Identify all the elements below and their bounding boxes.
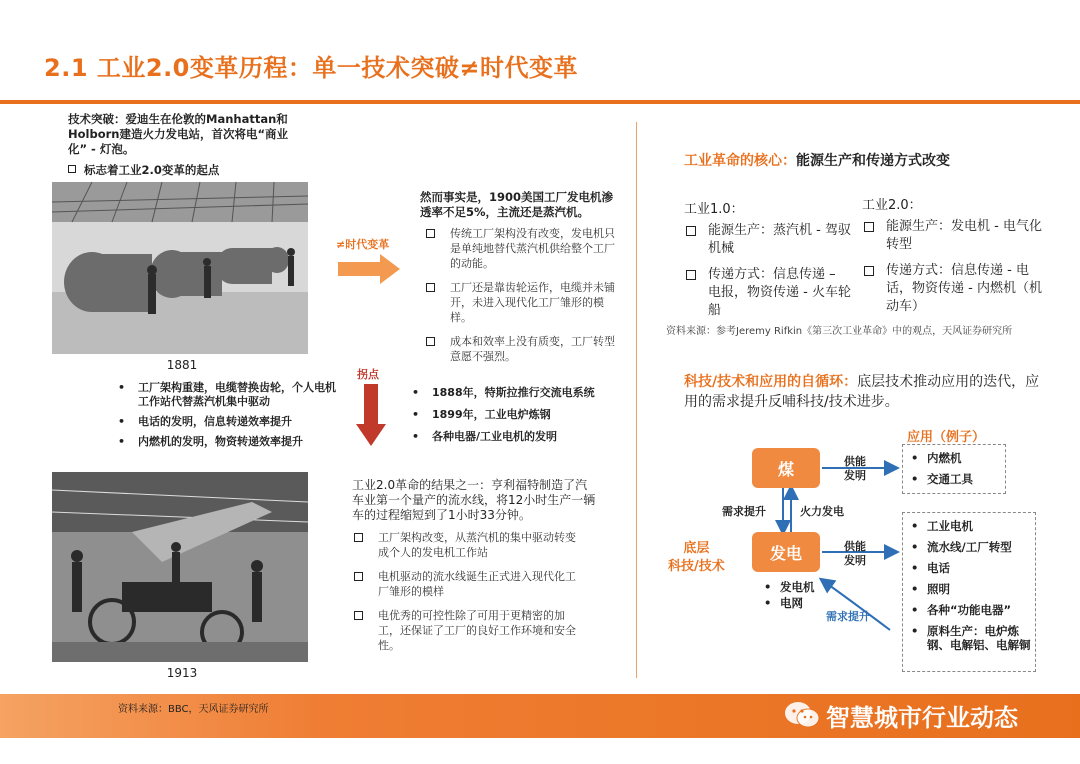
application-list-2	[907, 519, 1031, 652]
demand-label-1: 需求提升	[722, 505, 766, 518]
result-list	[350, 530, 582, 662]
right-arrow-icon	[338, 252, 402, 286]
list-item: • 交通工具	[907, 472, 1001, 486]
list-item: • 原料生产：电炉炼钢、电解铝、电解铜	[907, 624, 1031, 652]
list-item: • 内燃机	[907, 451, 1001, 465]
list-item: 成本和效率上没有质变，工厂转型意愿不强烈。	[422, 334, 618, 364]
col2-title: 工业2.0：	[862, 198, 922, 213]
coal-node: 煤	[752, 448, 820, 488]
list-item: • 各种电器/工业电机的发明	[408, 430, 632, 444]
core-title-rest: 能源生产和传递方式改变	[796, 153, 950, 169]
list-item: 传统工厂架构没有改变，发电机只是单纯地替代蒸汽机供给整个工厂的动能。	[422, 226, 618, 271]
photo-1881	[52, 182, 308, 354]
application-box-1	[902, 444, 1006, 494]
fact-title: 然而事实是，1900美国工厂发电机渗透率不足5%，主流还是蒸汽机。	[420, 190, 614, 219]
application-label: 应用（例子）	[907, 430, 986, 445]
list-item: 电机驱动的流水线诞生正式进入现代化工厂雏形的模样	[350, 569, 582, 599]
watermark-text: 智慧城市行业动态	[826, 704, 1018, 732]
supply-label-1: 供能 发明	[844, 455, 866, 482]
list-item: • 流水线/工厂转型	[907, 540, 1031, 554]
milestone-bullets	[408, 386, 632, 450]
list-item: • 电话的发明，信息转递效率提升	[114, 415, 336, 429]
wechat-icon	[784, 700, 820, 730]
list-item: • 内燃机的发明，物资转递效率提升	[114, 435, 336, 449]
list-item: 传递方式：信息传递 - 电话，物资传递 - 内燃机（机动车）	[862, 262, 1046, 316]
page-title: 2.1 工业2.0变革历程：单一技术突破≠时代变革	[44, 54, 578, 82]
list-item: • 工厂架构重建，电缆替换齿轮，个人电机工作站代替蒸汽机集中驱动	[114, 381, 336, 409]
rebuild-bullets	[114, 381, 336, 455]
assembly-line-image	[52, 472, 308, 662]
industry2-list	[862, 218, 1046, 324]
footer-strip	[0, 738, 1080, 764]
source-note-1: 资料来源：参考Jeremy Rifkin《第三次工业革命》中的观点，天风证券研究所	[666, 326, 1013, 337]
intro-text: 技术突破：爱迪生在伦敦的Manhattan和Holborn建造火力发电站，首次将电“商业化” - 灯泡。	[68, 112, 289, 156]
loop-title-rest: 底层技术推动应用的迭代，应用的需求提升反哺科技/技术进步。	[684, 374, 1040, 410]
power-node: 发电	[752, 532, 820, 572]
loop-title	[684, 372, 1044, 412]
list-item: 能源生产：发电机 - 电气化转型	[862, 218, 1046, 254]
factory-engraving-image	[52, 182, 308, 354]
down-arrow-icon	[356, 384, 386, 448]
fact-list	[422, 226, 618, 373]
industry1-list	[684, 222, 852, 328]
checkbox-icon	[68, 165, 76, 173]
list-item: • 电话	[907, 561, 1031, 575]
list-item: • 工业电机	[907, 519, 1031, 533]
loop-title-highlight: 科技/技术和应用的自循环：	[684, 374, 858, 390]
not-revolution-label: ≠时代变革	[336, 238, 390, 251]
base-tech-list	[760, 580, 850, 617]
fire-power-label: 火力发电	[800, 505, 844, 518]
list-item: 工厂还是靠齿轮运作，电缆并未铺开，未进入现代化工厂雏形的模样。	[422, 280, 618, 325]
list-item: • 照明	[907, 582, 1031, 596]
list-item: • 电网	[760, 596, 850, 610]
list-item: • 1888年，特斯拉推行交流电系统	[408, 386, 632, 400]
mark-text: 标志着工业2.0变革的起点	[84, 163, 220, 177]
list-item: 能源生产：蒸汽机 - 驾驭机械	[684, 222, 852, 258]
col1-title: 工业1.0：	[684, 202, 744, 217]
list-item: 传递方式：信息传递 – 电报，物资传递 - 火车轮船	[684, 266, 852, 320]
result-title: 工业2.0革命的结果之一：亨利福特制造了汽车业第一个量产的流水线，将12小时生产一辆车的过程缩短到了1小时33分钟。	[352, 478, 596, 522]
core-title	[684, 150, 950, 170]
mark-line	[68, 163, 308, 178]
application-list-1	[907, 451, 1001, 486]
core-title-highlight: 工业革命的核心：	[684, 153, 796, 169]
list-item: • 1899年，工业电炉炼钢	[408, 408, 632, 422]
base-tech-label: 底层 科技/技术	[668, 541, 725, 574]
supply-label-2: 供能 发明	[844, 540, 866, 567]
section-divider	[636, 122, 637, 678]
turning-point-label: 拐点	[357, 368, 379, 381]
photo-1913	[52, 472, 308, 662]
title-rule	[0, 100, 1080, 104]
application-box-2	[902, 512, 1036, 672]
list-item: • 发电机	[760, 580, 850, 594]
list-item: • 各种“功能电器”	[907, 603, 1031, 617]
year-caption-1881: 1881	[166, 358, 198, 372]
list-item: 工厂架构改变，从蒸汽机的集中驱动转变成个人的发电机工作站	[350, 530, 582, 560]
demand-label-2: 需求提升	[826, 610, 870, 623]
list-item: 电优秀的可控性除了可用于更精密的加工，还保证了工厂的良好工作环境和安全性。	[350, 608, 582, 653]
year-caption-1913: 1913	[166, 666, 198, 680]
source-note-2: 资料来源：BBC，天风证券研究所	[118, 704, 269, 715]
